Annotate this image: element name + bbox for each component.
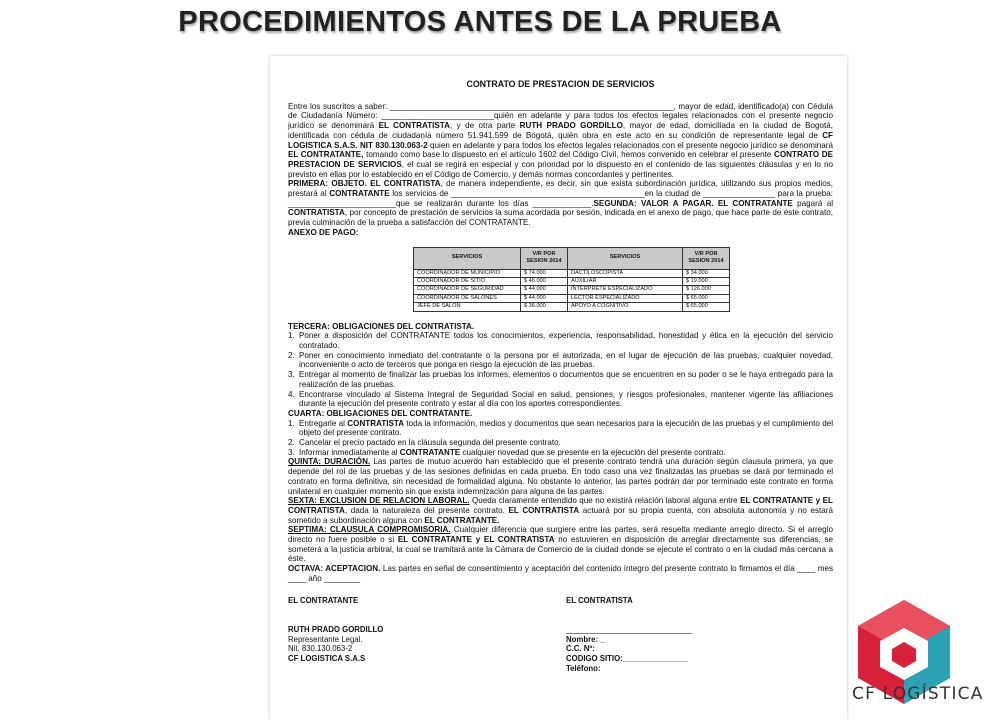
slide-title: PROCEDIMIENTOS ANTES DE LA PRUEBA: [178, 6, 782, 38]
clause-tercera-label: TERCERA: OBLIGACIONES DEL CONTRATISTA.: [288, 321, 475, 331]
table-header: V/R POR SESION 2014: [521, 247, 568, 269]
anexo-label: ANEXO DE PAGO:: [288, 227, 359, 237]
clause-sexta: SEXTA: EXCLUSION DE RELACION LABORAL. Queda claramente entendido que no existirá relación laboral alguna entre EL CONTRATANTE y EL CONTRATISTA, dada la naturaleza del presente contrato. EL CONTRATISTA actuará por su propia cuenta, con absoluta autonomía y no estará sometido a subordinación alguna con EL CONTRATANTE.: [288, 496, 833, 525]
clause-primera: PRIMERA: OBJETO. EL CONTRATISTA, de manera independiente, es decir, sin que exista subordinación jurídica, utilizando sus propios medios, prestará al CONTRATANTE los servicios de ___________________________________________en la ciudad de ________________ para la prueba: ________________________que se realizarán durante los días _____________.SEGUNDA: VALOR A PAGAR. EL CONTRATANTE pagará al CONTRATISTA, por concepto de prestación de servicios la suma acordada por sesión, indicada en el anexo de pago, que hace parte de éste contrato, previa culminación de la prueba a satisfacción del CONTRATANTE.: [288, 179, 833, 228]
table-header: SERVICIOS: [414, 247, 521, 269]
table-row: COORDINADOR DE MUNICIPIO $ 74.000 DACTILOSCOPISTA $ 34.000: [414, 269, 730, 277]
signature-contratante: EL CONTRATANTE RUTH PRADO GORDILLO Representante Legal. Nit. 830.130.063-2 CF LOGISTICA S.A.S: [288, 595, 384, 663]
table-row: COORDINADOR DE SITIO $ 46.000 AUXILIAR $ 19.000: [414, 277, 730, 285]
clause-septima: SEPTIMA: CLAUSULA COMPROMISORIA. Cualquier diferencia que surgiere entre las partes, será resuelta mediante arreglo directo. Si el arreglo directo no fuere posible o si EL CONTRATANTE y EL CONTRATISTA no estuvieren en disposición de arreglar directamente sus diferencias, se someterá a la justicia arbitral, la cual se tramitará ante la Cámara de Comercio de la ciudad donde se ejecute el contrato o en la ciudad más cercana a éste.: [288, 525, 833, 564]
table-row: JEFE DE SALON $ 36.000 APOYO A COGNITIVO $ 65.000: [414, 303, 730, 311]
table-header: V/R POR SESION 2014: [683, 247, 730, 269]
logo-text: CF LOGÍSTICA: [852, 684, 984, 704]
list-item: 4. Encontrarse vinculado al Sistema Integral de Seguridad Social en salud, pensiones, y riesgos profesionales, mantener vigente las afiliaciones durante la ejecución del presente contrato y estar al día con los aportes correspondientes.: [288, 389, 833, 409]
table-row: COORDINADOR DE SALONES $ 44.000 LECTOR ESPECIALIZADO $ 65.000: [414, 294, 730, 302]
cuarta-list: [288, 419, 833, 458]
contract-title: CONTRATO DE PRESTACION DE SERVICIOS: [466, 79, 655, 89]
contract-document: [270, 56, 847, 720]
list-item: 2. Poner en conocimiento inmediato del contratante o la persona por el autorizada, en el lugar de ejecución de las pruebas, cualquier novedad, inconveniente o acto de terceros que ponga en riesgo la ejecución de las pruebas.: [288, 350, 833, 370]
list-item: 2. Cancelar el precio pactado en la cláusula segunda del presente contrato.: [288, 438, 561, 448]
intro-paragraph: Entre los suscritos a saber: _______________________________________________________________, mayor de edad, identificado(a) con Cédula de Ciudadanía Número: _________________________quién en adelante y para todos los efectos legales relacionados con el presente negocio jurídico se denominará EL CONTRATISTA, y de otra parte RUTH PRADO GORDILLO, mayor de edad, domiciliada en la ciudad de Bogotá, identificada con cédula de ciudadanía número 51.941.599 de Bogotá, quién obra en este acto en su condición de representante legal de CF LOGISTICA S.A.S. NIT 830.130.063-2 quien en adelante y para todos los efectos legales relacionados con el presente negocio jurídico se denominará EL CONTRATANTE, tomando como base lo dispuesto en el artículo 1602 del Código Civil, hemos convenido en celebrar el presente CONTRATO DE PRESTACION DE SERVICIOS, el cual se regirá en especial y con prioridad por lo dispuesto en el contenido de las siguientes cláusulas y en lo no previsto en ellas por lo establecido en el Código de Comercio, y demás normas concordantes y pertinentes.: [288, 101, 834, 179]
table-header: SERVICIOS: [568, 247, 683, 269]
list-item: 1. Poner a disposición del CONTRATANTE todos los conocimientos, experiencia, responsabilidad, honestidad y ética en la ejecución del servicio contratado.: [288, 331, 833, 350]
list-item: 3. Informar inmediatamente al CONTRATANTE cualquier novedad que se presente en la ejecución del presente contrato.: [288, 447, 726, 457]
payment-table: [413, 247, 730, 312]
signature-section: [288, 596, 833, 696]
tercera-list: [288, 331, 833, 409]
signature-contratista: EL CONTRATISTA _____________________________ Nombre: _ C.C. Nº: CODIGO SITIO:_______________ Teléfono:: [566, 595, 692, 673]
list-item: 1. Entregarle al CONTRATISTA toda la información, medios y documentos que sean necesarios para la ejecución de las pruebas y el cumplimiento del objeto del presente contrato.: [288, 418, 833, 438]
list-item: 3. Entregar al momento de finalizar las pruebas los informes, elementos o documentos que se encuentren en su poder o se le haya entregado para la realización de las pruebas.: [288, 370, 833, 389]
clause-octava: OCTAVA: ACEPTACION. Las partes en señal de consentimiento y aceptación del contenido íntegro del presente contrato lo firmamos el día ____ mes ____ año ________: [288, 564, 833, 583]
clause-cuarta-label: CUARTA: OBLIGACIONES DEL CONTRATANTE.: [288, 408, 473, 418]
clause-quinta: QUINTA: DURACIÓN. Las partes de mutuo acuerdo han establecido que el presente contrato tendrá una duración según clausula primera, ya que depende del rol de las pruebas y de las sesiones definidas en cada prueba. En todo caso una vez finalizadas las pruebas se dará por terminado el contrato en forma definitiva, sin necesidad de formalidad alguna. No obstante lo anterior, las partes podrán dar por terminado este contrato en forma unilateral en cualquier momento sin que exista indemnización para alguna de las partes.: [288, 457, 833, 496]
table-row: COORDINADOR DE SEGURIDAD $ 44.000 INTERPRETE ESPECIALIZADO $ 126.000: [414, 286, 730, 294]
